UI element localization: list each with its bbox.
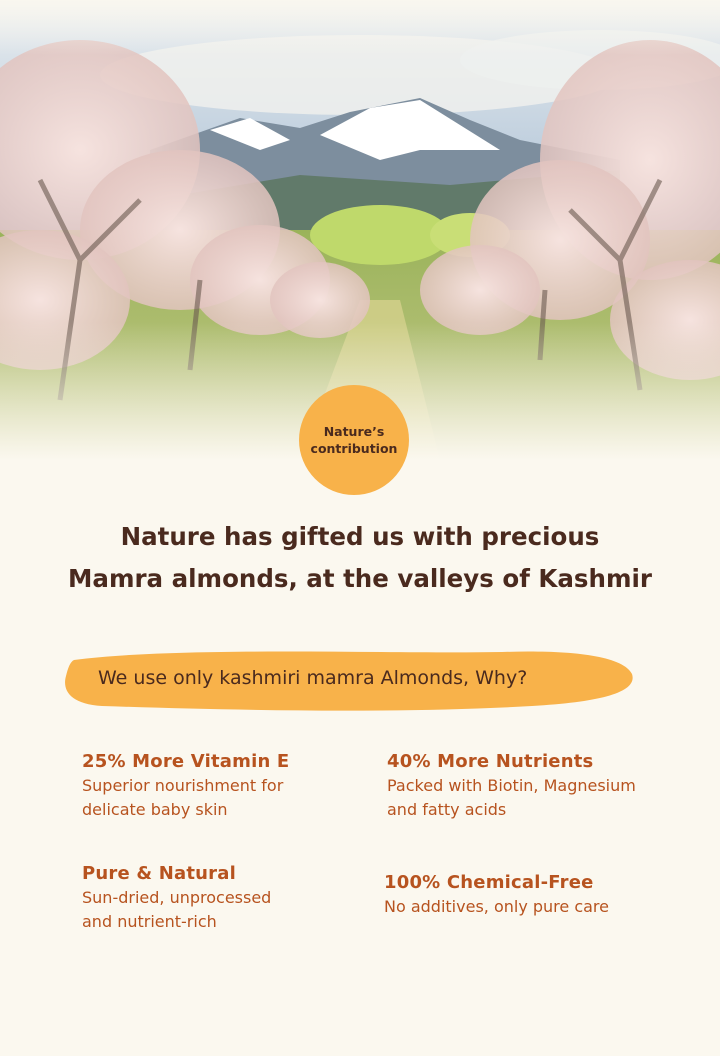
headline-line-2: Mamra almonds, at the valleys of Kashmir [68, 564, 652, 593]
headline-line-1: Nature has gifted us with precious [120, 522, 600, 551]
banner-text: We use only kashmiri mamra Almonds, Why? [98, 667, 528, 689]
badge-line-1: Nature’s [323, 424, 385, 439]
feature-title: 25% More Vitamin E [82, 751, 290, 772]
feature-title: 40% More Nutrients [387, 751, 594, 772]
feature-pure-natural [82, 862, 382, 934]
feature-desc-line-2: delicate baby skin [82, 800, 228, 819]
feature-nutrients [387, 750, 687, 822]
feature-title: Pure & Natural [82, 863, 236, 884]
badge-line-2: contribution [310, 441, 398, 456]
feature-desc-line-2: and fatty acids [387, 800, 507, 819]
why-mamra-banner [62, 640, 636, 720]
feature-title: 100% Chemical-Free [384, 872, 594, 893]
feature-desc-line-1: Packed with Biotin, Magnesium [387, 776, 636, 795]
feature-vitamin-e [82, 750, 382, 822]
natures-contribution-badge [299, 385, 409, 495]
feature-desc-line-2: and nutrient-rich [82, 912, 217, 931]
feature-chemical-free [384, 871, 684, 919]
page-headline [0, 516, 720, 600]
feature-desc-line-1: No additives, only pure care [384, 897, 609, 916]
feature-desc-line-1: Superior nourishment for [82, 776, 284, 795]
feature-desc-line-1: Sun-dried, unprocessed [82, 888, 272, 907]
